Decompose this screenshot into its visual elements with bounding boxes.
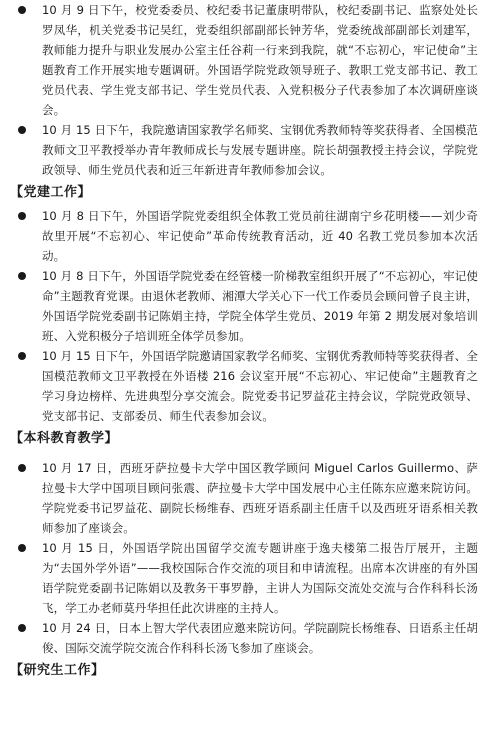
bullet-icon: [18, 272, 26, 280]
bullet-icon: [18, 352, 26, 360]
bullet-icon: [18, 464, 26, 472]
list-item: [14, 538, 478, 618]
bullet-icon: [18, 126, 26, 134]
bullet-icon: [18, 624, 26, 632]
list-item: [14, 346, 478, 426]
list-item: [14, 0, 478, 120]
item-text: 10 月 24 日，日本上智大学代表团应邀来院访问。学院副院长杨维春、日语系主任胡俊、国际交流学院交流合作科科长汤飞参加了座谈会。: [42, 621, 478, 655]
bullet-icon: [18, 544, 26, 552]
list-item: [14, 120, 478, 180]
list-item: [14, 206, 478, 266]
list-item: [14, 266, 478, 346]
item-text: 10 月 15 日下午，外国语学院邀请国家教学名师奖、宝钢优秀教师特等奖获得者、全国模范教师文卫平教授在外语楼 216 会议室开展“不忘初心、牢记使命”主题教育之学习身边榜样、先进典型分享交流会。院党委书记罗益花主持会议，学院党政领导、党支部书记、支部委员、师生代表参加会议。: [42, 349, 478, 423]
item-text: 10 月 15 日，外国语学院出国留学交流专题讲座于逸夫楼第二报告厅展开，主题为“去国外学外语”——我校国际合作交流的项目和申请流程。出席本次讲座的有外国语学院党委副书记陈娟以及教务干事罗静，主讲人为国际交流处交流与合作科科长汤飞，学工办老师莫丹华担任此次讲座的主持人。: [42, 541, 478, 615]
list-item: [14, 458, 478, 538]
item-text: 10 月 17 日，西班牙萨拉曼卡大学中国区教学顾问 Miguel Carlos Guillermo、萨拉曼卡大学中国项目顾问张震、萨拉曼卡大学中国发展中心主任陈东应邀来院访问。学院党委书记罗益花、副院长杨维春、西班牙语系副主任唐千以及西班牙语系相关教师参加了座谈会。: [42, 461, 478, 535]
item-text: 10 月 9 日下午，校党委委员、校纪委书记董康明带队，校纪委副书记、监察处处长罗凤华，机关党委书记吴红，党委组织部副部长钟芳华，党委统战部副部长刘建军，教师能力提升与职业发展办公室主任谷莉一行来到我院，就“不忘初心，牢记使命”主题教育工作开展实地专题调研。外国语学院党政领导班子、教职工党支部书记、教工党员代表、学生党支部书记、学生党员代表、入党积极分子代表参加了本次调研座谈会。: [42, 3, 478, 117]
item-text: 10 月 8 日下午，外国语学院党委组织全体教工党员前往湖南宁乡花明楼——刘少奇故里开展“不忘初心、牢记使命”革命传统教育活动，近 40 名教工党员参加本次活动。: [42, 209, 478, 263]
section-heading-party: 【党建工作】: [10, 185, 92, 200]
item-text: 10 月 8 日下午，外国语学院党委在经管楼一阶梯教室组织开展了“不忘初心，牢记使命”主题教育党课。由退休老教师、湘潭大学关心下一代工作委员会顾问曾子良主讲，外国语学院党委副书记陈娟主持，学院全体学生党员、2019 年第 2 期发展对象培训班、入党积极分子培训班全体学员参加。: [42, 269, 478, 343]
section-heading-graduate: 【研究生工作】: [10, 663, 105, 678]
bullet-icon: [18, 6, 26, 14]
bullet-icon: [18, 212, 26, 220]
item-text: 10 月 15 日下午，我院邀请国家教学名师奖、宝钢优秀教师特等奖获得者、全国模范教师文卫平教授举办青年教师成长与发展专题讲座。院长胡强教授主持会议，学院党政领导、师生党员代表和近三年新进青年教师参加会议。: [42, 123, 478, 177]
section-heading-undergrad: 【本科教育教学】: [10, 431, 119, 446]
list-item: [14, 618, 478, 658]
